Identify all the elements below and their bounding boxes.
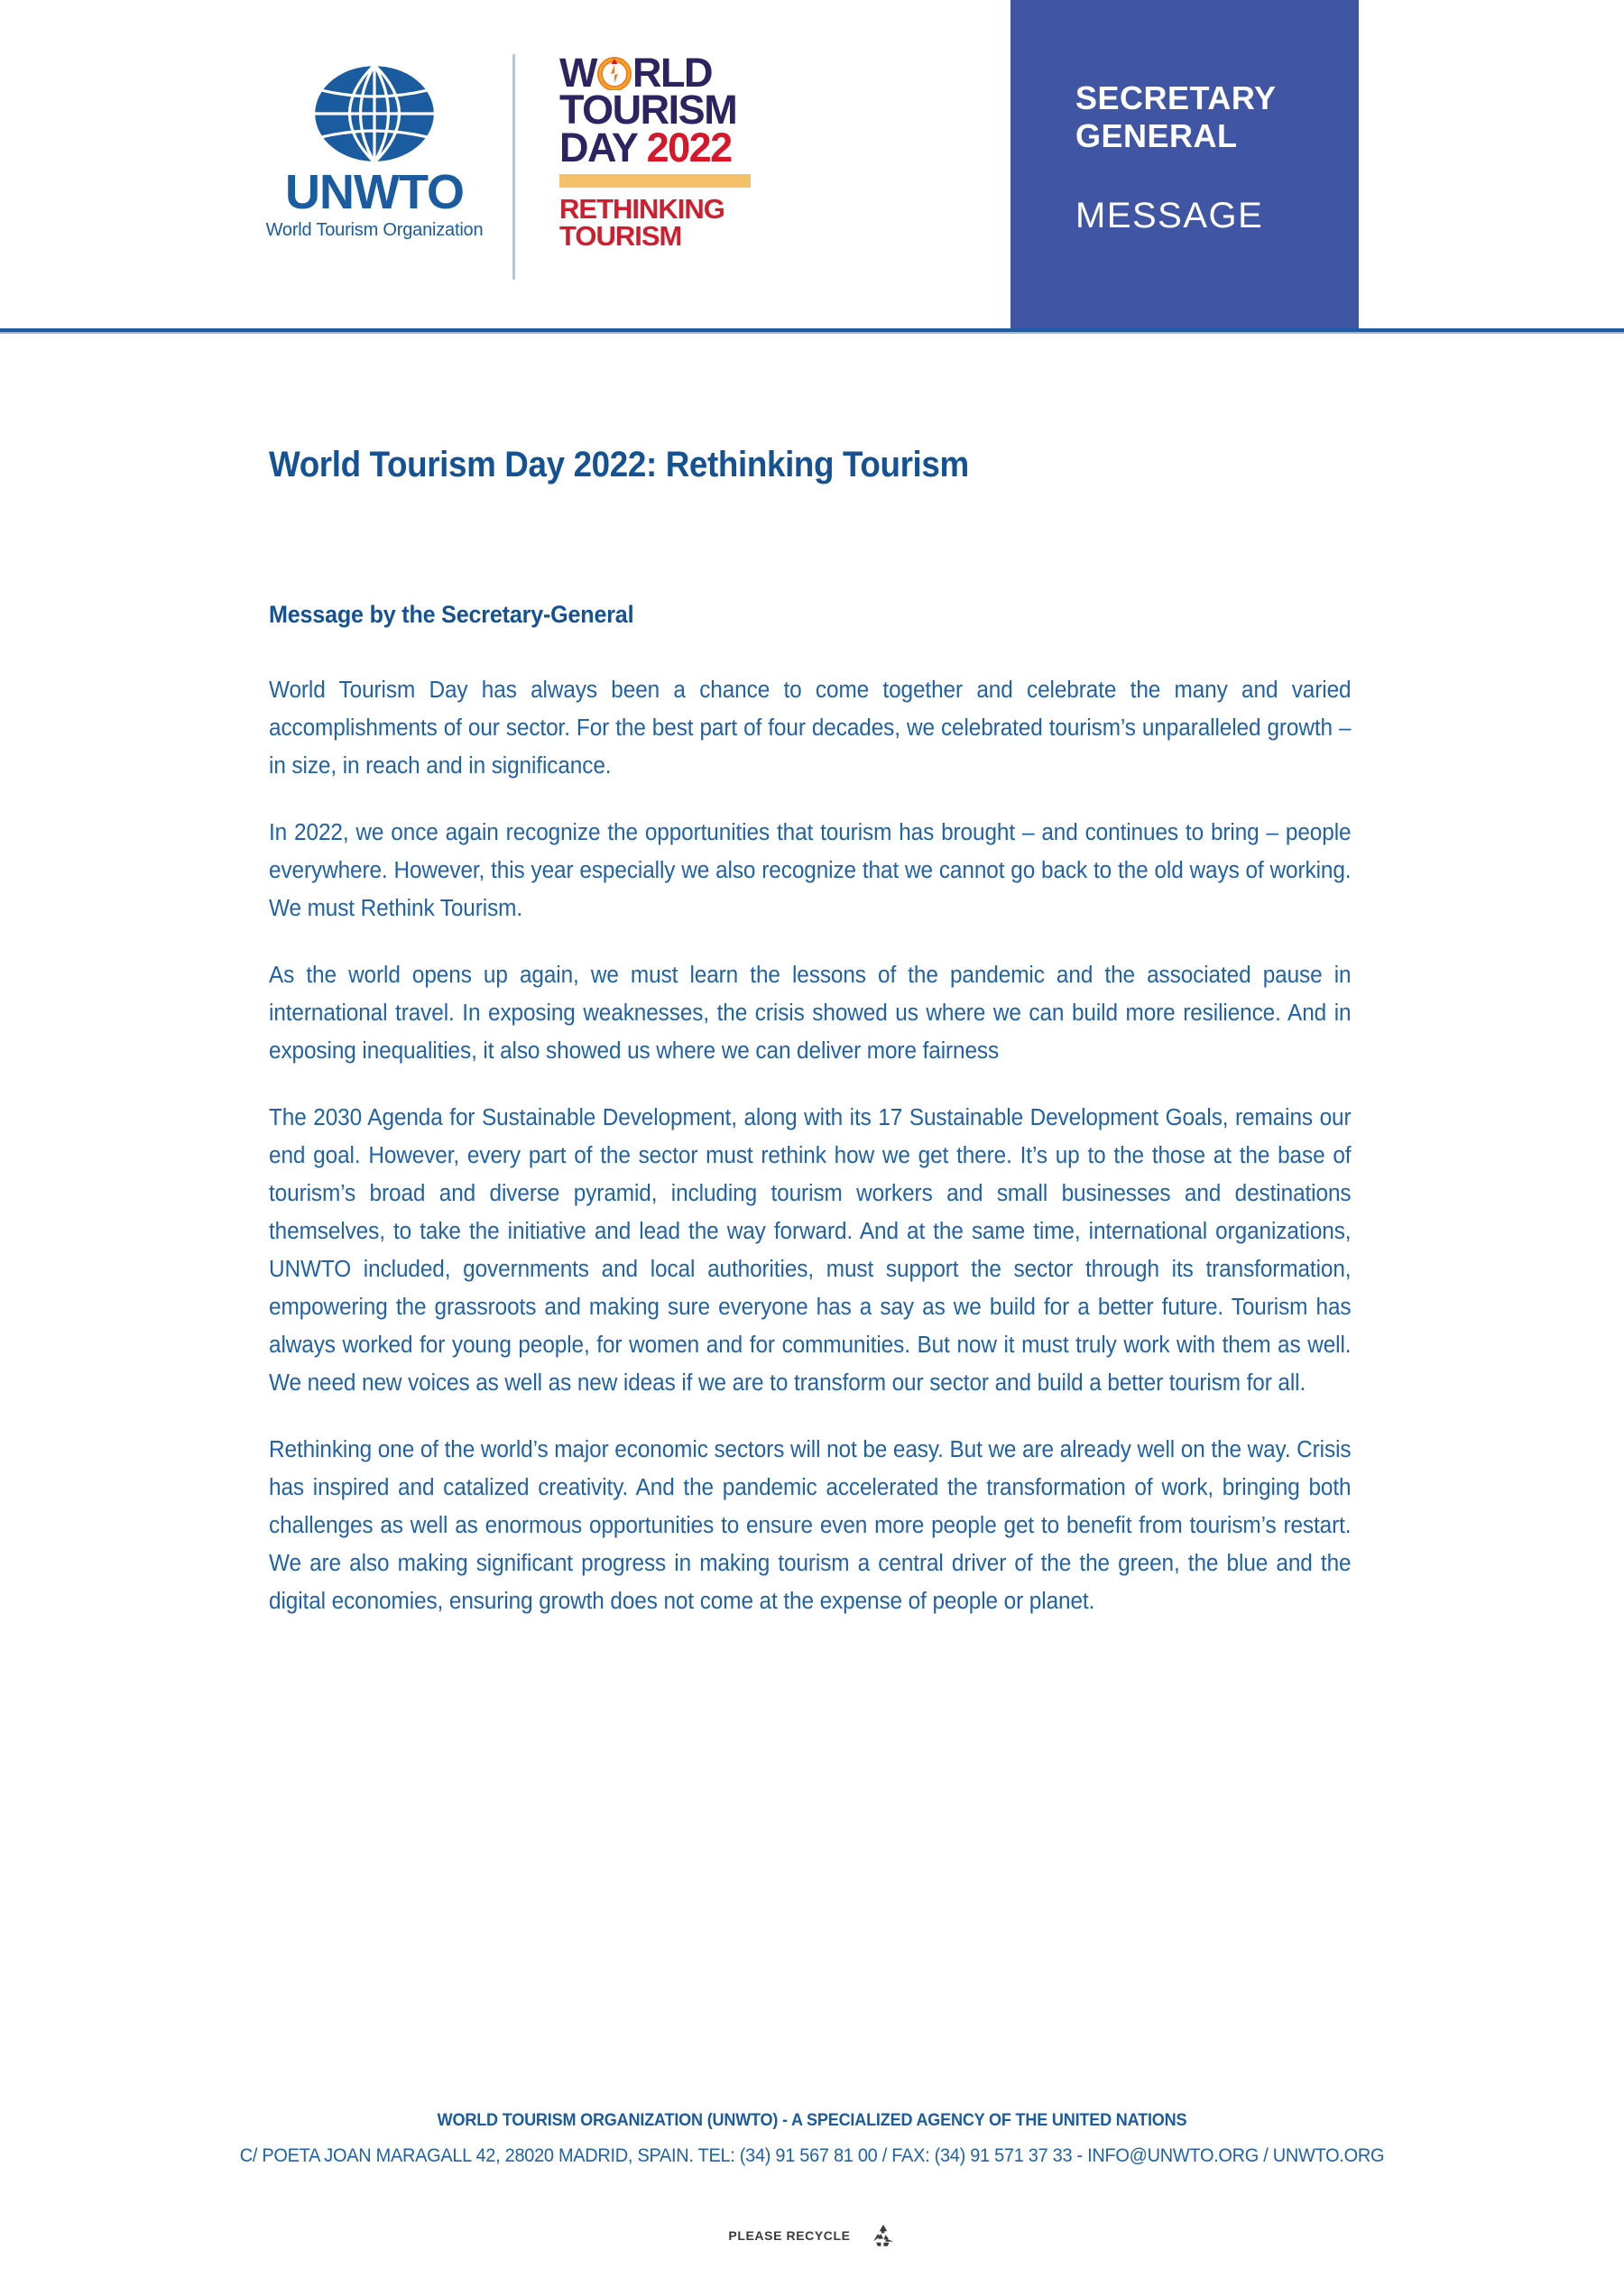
compass-icon [597, 56, 632, 90]
paragraph: The 2030 Agenda for Sustainable Development, along with its 17 Sustainable Development Goals, remains our end goal. However, every part of the sector must rethink how we get there. It’s up to the those at the base of tourism’s broad and diverse pyramid, including tourism workers and small businesses and destinations themselves, to take the initiative and lead the way forward. And at the same time, international organizations, UNWTO included, governments and local authorities, must support the sector through its transformation, empowering the grassroots and making sure everyone has a say as we build for a better future. Tourism has always worked for young people, for women and for communities. But now it must truly work with them as well. We need new voices as well as new ideas if we are to transform our sector and build a better tourism for all. [269, 1105, 1352, 1396]
wtd-line-world [559, 50, 830, 96]
wtd-gold-bar [559, 174, 751, 188]
paragraph: World Tourism Day has always been a chance to come together and celebrate the many and varied accomplishments of our sector. For the best part of four decades, we celebrated tourism’s unparalleled growth – in size, in reach and in significance. [269, 678, 1352, 779]
recycle-notice [0, 2224, 1624, 2247]
sg-title-line1: SECRETARY [1075, 79, 1277, 116]
page-title: World Tourism Day 2022: Rethinking Tourism [269, 445, 969, 484]
document-subtitle: Message by the Secretary-General [269, 601, 634, 628]
recycle-icon [871, 2224, 896, 2247]
logo-divider [512, 54, 515, 280]
wtd-line-tourism: TOURISM [559, 87, 737, 134]
footer-address-line: C/ POETA JOAN MARAGALL 42, 28020 MADRID, SPAIN. TEL: (34) 91 567 81 00 / FAX: (34) 91 571 37 33 - INFO@UNWTO.ORG / UNWTO.ORG [239, 2145, 1385, 2166]
sg-subtitle: MESSAGE [1075, 195, 1264, 235]
wtd-w: W [559, 50, 596, 96]
wtd-line-day-year [559, 124, 830, 171]
globe-icon [312, 63, 437, 164]
header-divider-rule-light [0, 332, 1624, 334]
unwto-logo [253, 63, 496, 241]
wtd-theme-line2: TOURISM [559, 219, 682, 252]
wtd-rld: RLD [632, 50, 712, 96]
wtd-year: 2022 [646, 124, 732, 171]
paragraph: Rethinking one of the world’s major economic sectors will not be easy. But we are already well on the way. Crisis has inspired and catalized creativity. And the pandemic accelerated the transformation of work, bringing both challenges as well as enormous opportunities to ensure even more people get to benefit from tourism’s restart. We are also making significant progress in making tourism a central driver of the the green, the blue and the digital economies, ensuring growth does not come at the expense of people or planet. [269, 1437, 1352, 1614]
secretary-general-banner [1010, 0, 1359, 328]
paragraph: In 2022, we once again recognize the opportunities that tourism has brought – and continues to bring – people everywhere. However, this year especially we also recognize that we cannot go back to the old ways of working. We must Rethink Tourism. [269, 820, 1352, 921]
footer-organization-line: WORLD TOURISM ORGANIZATION (UNWTO) - A SPECIALIZED AGENCY OF THE UNITED NATIONS [437, 2111, 1187, 2130]
page-header [0, 0, 1624, 332]
page-footer [0, 2111, 1624, 2167]
message-paragraphs [269, 671, 1352, 1620]
recycle-label: PLEASE RECYCLE [728, 2228, 851, 2243]
wtd-day: DAY [559, 124, 647, 171]
wtd-theme-line1: RETHINKING [559, 193, 724, 226]
world-tourism-day-logo [559, 50, 830, 252]
sg-title-line2: GENERAL [1075, 117, 1238, 155]
unwto-wordmark: UNWTO [285, 165, 464, 219]
unwto-tagline: World Tourism Organization [265, 220, 484, 240]
paragraph: As the world opens up again, we must learn the lessons of the pandemic and the associated pause in international travel. In exposing weaknesses, the crisis showed us where we can build more resilience. And in exposing inequalities, it also showed us where we can deliver more fairness [269, 963, 1352, 1064]
